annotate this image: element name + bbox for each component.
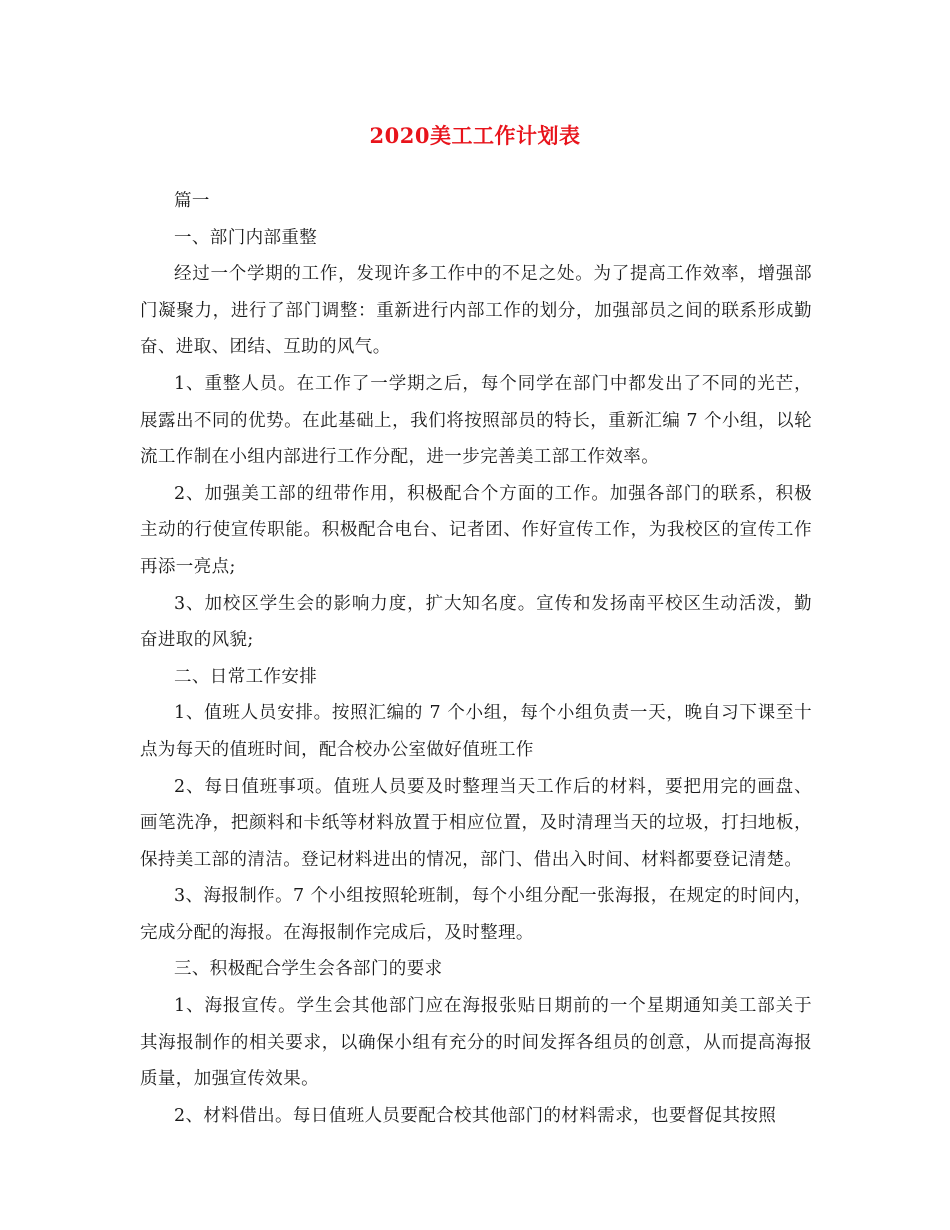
section-label: 篇一: [174, 191, 210, 211]
paragraph: 1、重整人员。在工作了一学期之后，每个同学在部门中都发出了不同的光芒，展露出不同的优势。在此基础上，我们将按照部员的特长，重新汇编 7 个小组，以轮流工作制在小组内部进行工作分配，进一步完善美工部工作效率。: [140, 373, 812, 468]
paragraph: 经过一个学期的工作，发现许多工作中的不足之处。为了提高工作效率，增强部门凝聚力，进行了部门调整：重新进行内部工作的划分，加强部员之间的联系形成勤奋、进取、团结、互助的风气。: [140, 264, 812, 358]
heading-section-2: 二、日常工作安排: [174, 666, 318, 687]
paragraph: 1、海报宣传。学生会其他部门应在海报张贴日期前的一个星期通知美工部关于其海报制作的相关要求，以确保小组有充分的时间发挥各组员的创意，从而提高海报质量，加强宣传效果。: [140, 996, 812, 1090]
paragraph: 3、加校区学生会的影响力度，扩大知名度。宣传和发扬南平校区生动活泼，勤奋进取的风貌;: [140, 593, 812, 651]
heading-section-1: 一、部门内部重整: [174, 227, 318, 248]
heading-section-3: 三、积极配合学生会各部门的要求: [174, 959, 443, 980]
paragraph: 2、每日值班事项。值班人员要及时整理当天工作后的材料，要把用完的画盘、画笔洗净，把颜料和卡纸等材料放置于相应位置，及时清理当天的垃圾，打扫地板，保持美工部的清洁。登记材料进出的情况，部门、借出入时间、材料都要登记清楚。: [140, 776, 812, 870]
paragraph: 2、加强美工部的纽带作用，积极配合个方面的工作。加强各部门的联系，积极主动的行使宣传职能。积极配合电台、记者团、作好宣传工作，为我校区的宣传工作再添一亮点;: [140, 483, 812, 577]
document-body: [140, 183, 812, 1134]
paragraph: 3、海报制作。7 个小组按照轮班制，每个小组分配一张海报，在规定的时间内，完成分配的海报。在海报制作完成后，及时整理。: [140, 886, 812, 943]
paragraph: 1、值班人员安排。按照汇编的 7 个小组，每个小组负责一天，晚自习下课至十点为每天的值班时间，配合校办公室做好值班工作: [140, 703, 812, 760]
document-title: 2020美工工作计划表: [369, 123, 581, 148]
paragraph: 2、材料借出。每日值班人员要配合校其他部门的材料需求，也要督促其按照: [174, 1105, 777, 1126]
